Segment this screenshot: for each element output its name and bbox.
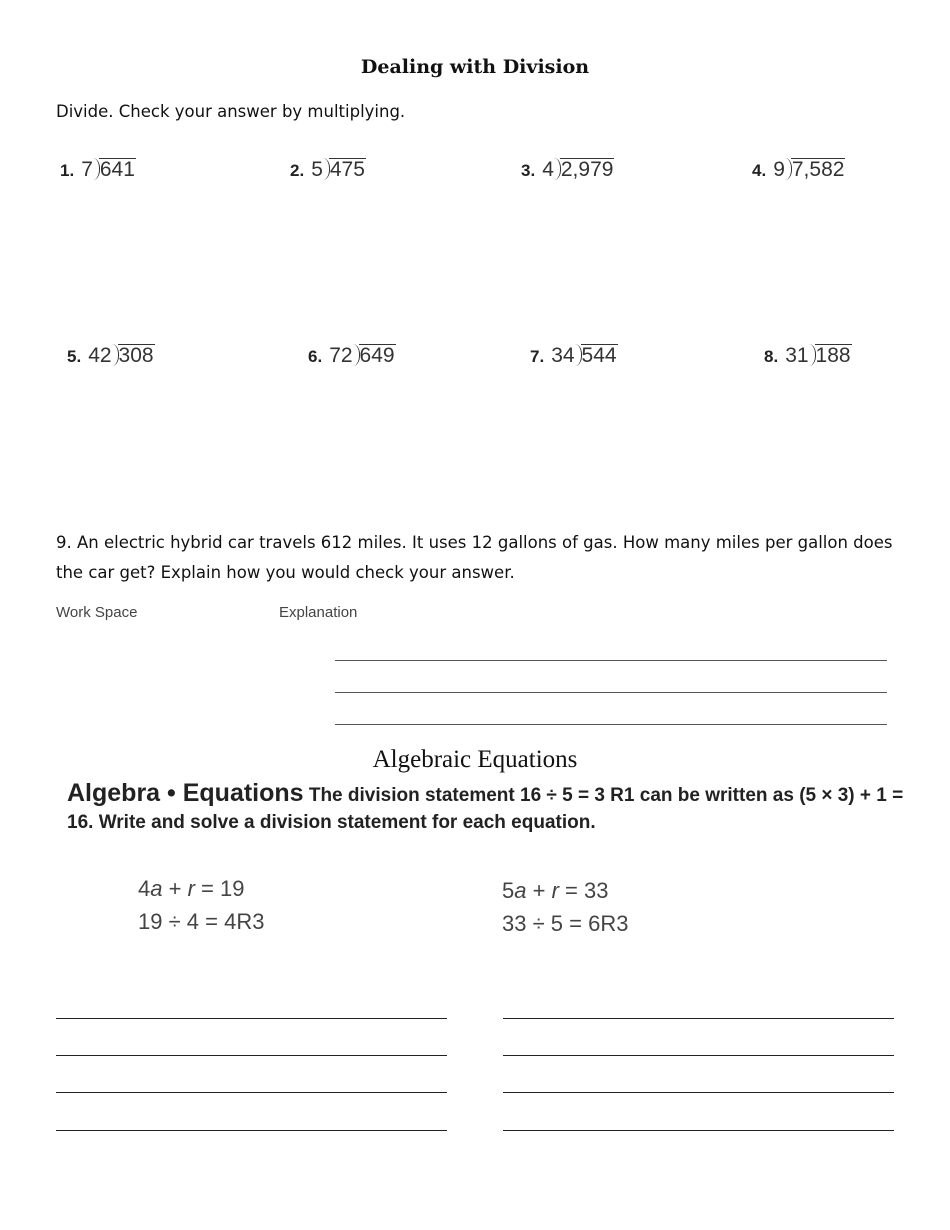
answer-line[interactable] xyxy=(503,1018,894,1019)
instructions: Divide. Check your answer by multiplying. xyxy=(56,102,406,121)
equation-left xyxy=(138,872,264,938)
dividend: 544 xyxy=(575,344,618,368)
problem-number: 8. xyxy=(764,347,779,366)
dividend: 188 xyxy=(809,344,852,368)
division-statement: 33 ÷ 5 = 6R3 xyxy=(502,911,629,936)
divisor: 34 xyxy=(551,344,575,367)
equation: 4a + r = 19 xyxy=(138,876,245,901)
problem-number: 6. xyxy=(308,347,323,366)
equation-right xyxy=(502,874,628,940)
dividend: 649 xyxy=(353,344,396,368)
problem-5 xyxy=(67,344,155,368)
answer-line[interactable] xyxy=(56,1018,447,1019)
problem-number: 7. xyxy=(530,347,545,366)
divisor: 42 xyxy=(88,344,112,367)
dividend: 2,979 xyxy=(554,158,615,182)
answer-line[interactable] xyxy=(56,1130,447,1131)
answer-line[interactable] xyxy=(503,1130,894,1131)
answer-line[interactable] xyxy=(56,1092,447,1093)
divisor: 31 xyxy=(785,344,809,367)
divisor: 72 xyxy=(329,344,353,367)
explanation-line[interactable] xyxy=(335,692,887,693)
answer-line[interactable] xyxy=(503,1055,894,1056)
division-statement: 19 ÷ 4 = 4R3 xyxy=(138,909,265,934)
problem-1 xyxy=(60,158,136,182)
section-title: Algebraic Equations xyxy=(372,746,578,773)
work-space-label: Work Space xyxy=(56,604,138,621)
divisor: 4 xyxy=(542,158,554,181)
divisor: 9 xyxy=(773,158,785,181)
problem-number: 2. xyxy=(290,161,305,180)
problem-7 xyxy=(530,344,618,368)
answer-line[interactable] xyxy=(56,1055,447,1056)
divisor: 7 xyxy=(81,158,93,181)
equation: 5a + r = 33 xyxy=(502,878,609,903)
problem-3 xyxy=(521,158,614,182)
answer-line[interactable] xyxy=(503,1092,894,1093)
explanation-label: Explanation xyxy=(279,604,358,621)
dividend: 475 xyxy=(323,158,366,182)
algebra-description xyxy=(67,780,917,836)
problem-6 xyxy=(308,344,396,368)
problem-number: 3. xyxy=(521,161,536,180)
word-problem: 9. An electric hybrid car travels 612 miles. It uses 12 gallons of gas. How many miles per gallon does the car get? Explain how you would check your answer. xyxy=(56,533,893,582)
algebra-heading: Algebra • Equations xyxy=(67,779,304,807)
algebra-instructions: The division statement 16 ÷ 5 = 3 R1 can be written as (5 × 3) + 1 = 16. Write and solve a division statement for each equation. xyxy=(67,785,904,833)
dividend: 7,582 xyxy=(785,158,846,182)
dividend: 308 xyxy=(112,344,155,368)
problem-2 xyxy=(290,158,366,182)
page-title: Dealing with Division xyxy=(360,56,590,78)
problem-4 xyxy=(752,158,845,182)
problem-number: 1. xyxy=(60,161,75,180)
dividend: 641 xyxy=(93,158,136,182)
divisor: 5 xyxy=(311,158,323,181)
explanation-line[interactable] xyxy=(335,724,887,725)
explanation-line[interactable] xyxy=(335,660,887,661)
problem-8 xyxy=(764,344,852,368)
problem-number: 5. xyxy=(67,347,82,366)
problem-number: 4. xyxy=(752,161,767,180)
